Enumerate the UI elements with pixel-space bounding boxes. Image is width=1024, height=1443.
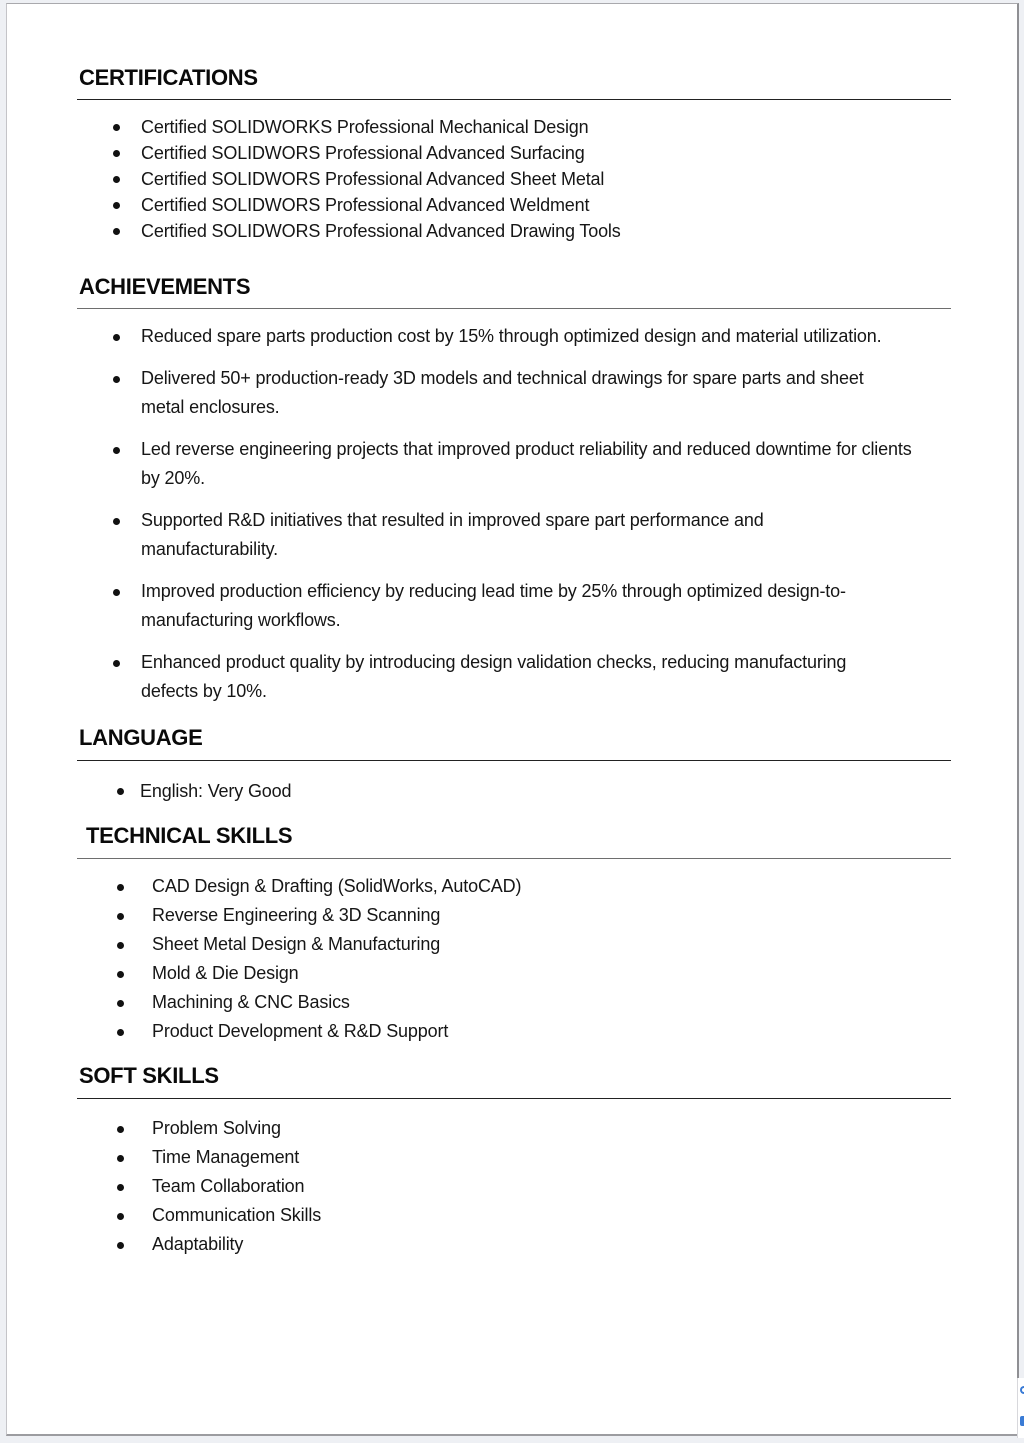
list-item: Certified SOLIDWORS Professional Advanced Weldment [77,192,951,218]
bullet-icon [117,971,124,978]
certifications-list [77,114,951,244]
bullet-icon [113,589,120,596]
bullet-icon [117,1184,124,1191]
technical-skills-heading: TECHNICAL SKILLS [86,823,293,848]
bullet-icon [113,228,120,235]
bullet-icon [113,334,120,341]
list-item: Certified SOLIDWORS Professional Advanced Surfacing [77,140,951,166]
certifications-heading: CERTIFICATIONS [79,65,258,90]
bullet-icon [113,176,120,183]
technical-skills-list [77,872,951,1046]
section-divider [77,760,951,761]
certifications-section [77,63,951,244]
bullet-icon [113,518,120,525]
bullet-icon [113,447,120,454]
list-item: Improved production efficiency by reducing lead time by 25% through optimized design-to-manufacturing workflows. [77,577,937,635]
soft-skills-list [77,1114,951,1259]
section-divider [77,1098,951,1099]
soft-skills-heading: SOFT SKILLS [79,1063,219,1088]
list-item: Delivered 50+ production-ready 3D models and technical drawings for spare parts and sheet metal enclosures. [77,364,937,422]
bullet-icon [117,788,124,795]
list-item: Team Collaboration [77,1172,951,1201]
achievements-list [77,322,937,706]
list-item: Certified SOLIDWORKS Professional Mechanical Design [77,114,951,140]
achievements-section [77,272,951,719]
refresh-icon[interactable] [1020,1386,1024,1394]
list-item: Led reverse engineering projects that improved product reliability and reduced downtime for clients by 20%. [77,435,937,493]
bullet-icon [117,1126,124,1133]
bullet-icon [117,913,124,920]
list-item: Enhanced product quality by introducing design validation checks, reducing manufacturing defects by 10%. [77,648,937,706]
list-item: Sheet Metal Design & Manufacturing [77,930,951,959]
soft-skills-section [77,1061,951,1259]
section-divider [77,308,951,309]
list-item: Product Development & R&D Support [77,1017,951,1046]
list-item: CAD Design & Drafting (SolidWorks, AutoCAD) [77,872,951,901]
list-item: Certified SOLIDWORS Professional Advanced Drawing Tools [77,218,951,244]
list-item: Machining & CNC Basics [77,988,951,1017]
bullet-icon [117,884,124,891]
list-item: Adaptability [77,1230,951,1259]
bullet-icon [117,1029,124,1036]
list-item: Certified SOLIDWORS Professional Advanced Sheet Metal [77,166,951,192]
tool-icon[interactable] [1020,1416,1024,1426]
bullet-icon [113,376,120,383]
technical-skills-section [77,821,951,1046]
floating-side-toolbar[interactable] [1017,1378,1024,1438]
section-divider [77,99,951,100]
list-item: Time Management [77,1143,951,1172]
list-item: Problem Solving [77,1114,951,1143]
language-heading: LANGUAGE [79,725,203,750]
bullet-icon [113,660,120,667]
bullet-icon [113,150,120,157]
achievements-heading: ACHIEVEMENTS [79,274,251,299]
list-item: Reduced spare parts production cost by 15% through optimized design and material utilization. [77,322,937,351]
section-divider [77,858,951,859]
bullet-icon [113,124,120,131]
list-item: Reverse Engineering & 3D Scanning [77,901,951,930]
bullet-icon [117,942,124,949]
list-item: Communication Skills [77,1201,951,1230]
language-section [77,723,951,805]
list-item: Supported R&D initiatives that resulted in improved spare part performance and manufacturability. [77,506,937,564]
document-page [6,3,1019,1436]
bullet-icon [117,1155,124,1162]
language-list [77,777,951,805]
bullet-icon [113,202,120,209]
list-item: Mold & Die Design [77,959,951,988]
bullet-icon [117,1213,124,1220]
bullet-icon [117,1000,124,1007]
list-item: English: Very Good [77,777,951,805]
bullet-icon [117,1242,124,1249]
